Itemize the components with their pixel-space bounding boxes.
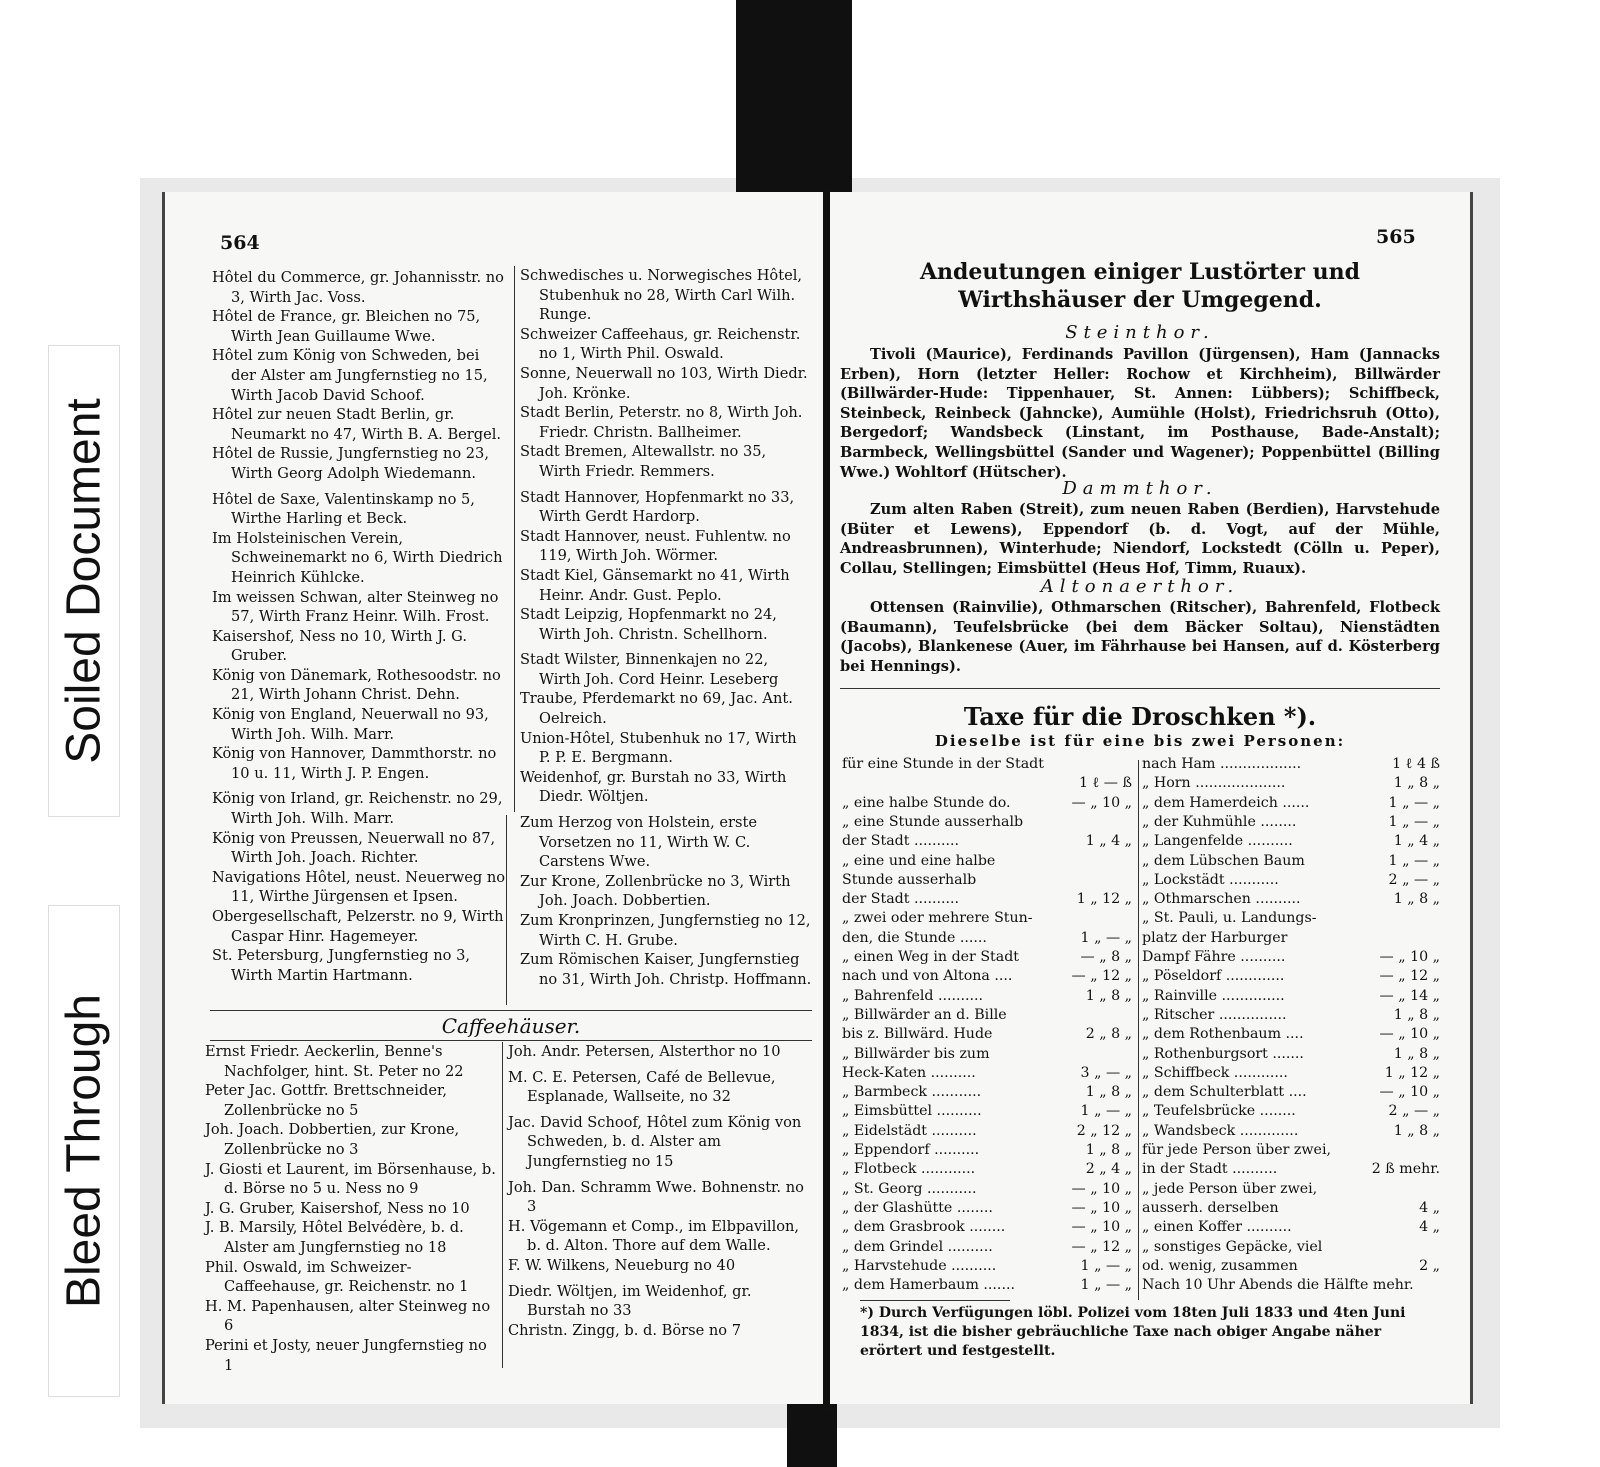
steinthor-text: Tivoli (Maurice), Ferdinands Pavillon (Jürgensen), Ham (Jannacks Erben), Horn (letzter Heller: Rochow et Kirchheim), Billwärder (Billwärder-Hude: Tippenhauer, St. Annen: Lübbers); Schiffbeck, Steinbeck, Reinbeck (Jahncke), Aumühle (Holst), Friedrichsruh (Otto), Bergedorf; Wandsbeck (Linstant, im Posthause, Bade-Anstalt); Barmbeck, Wellingsbüttel (Sander und Wagener); Poppenbüttel (Billing Wwe.) Wohltorf (Hütscher). [840,346,1440,481]
taxe-price: 2 ß mehr. [1371,1161,1440,1178]
taxe-destination: „ Lockstädt ........... [1142,871,1279,888]
taxe-destination: „ Rothenburgsort ....... [1142,1045,1304,1062]
taxe-row [1142,754,1440,774]
list-entry: Weidenhof, gr. Burstah no 33, Wirth Diedr. Wöltjen. [520,768,787,806]
taxe-row [1142,1256,1440,1276]
taxe-price: — „ 10 „ [1071,1199,1132,1216]
taxe-destination: „ Eimsbüttel .......... [842,1103,982,1120]
taxe-price: 4 „ [1419,1219,1440,1236]
taxe-destination: „ eine und eine halbe [842,852,996,869]
list-entry: Stadt Kiel, Gänsemarkt no 41, Wirth Heinr. Andr. Gust. Peplo. [520,566,790,604]
taxe-destination: „ Wandsbeck ............. [1142,1122,1299,1139]
taxe-row [1142,851,1440,871]
altona-heading: Altonaerthor. [1040,576,1240,597]
list-entry: Stadt Hannover, Hopfenmarkt no 33, Wirth Gerdt Hardorp. [520,488,795,526]
taxe-price: — „ 12 „ [1071,968,1132,985]
taxe-row [1142,831,1440,851]
taxe-price: 2 „ 4 „ [1085,1161,1132,1178]
taxe-row [1142,1044,1440,1064]
taxe-price: 2 „ [1419,1257,1440,1274]
taxe-row [842,1082,1132,1102]
list-entry: Navigations Hôtel, neust. Neuerweg no 11, Wirthe Jürgensen et Ipsen. [212,868,506,906]
taxe-price: — „ 10 „ [1071,794,1132,811]
side-label-bleed [48,905,120,1397]
taxe-destination: „ dem Hamerdeich ...... [1142,794,1310,811]
taxe-destination: „ Schiffbeck ............ [1142,1064,1288,1081]
list-entry: Christn. Zingg, b. d. Börse no 7 [508,1321,742,1339]
list-entry: Phil. Oswald, im Schweizer-Caffeehause, gr. Reichenstr. no 1 [205,1258,469,1296]
taxe-row [1142,1121,1440,1141]
taxe-row [842,812,1132,832]
list-entry: J. B. Marsily, Hôtel Belvédère, b. d. Alster am Jungfernstieg no 18 [205,1219,464,1256]
taxe-row [1142,1198,1440,1218]
taxe-price: 1 „ — „ [1388,852,1440,869]
list-entry: J. Giosti et Laurent, im Börsenhause, b. d. Börse no 5 u. Ness no 9 [205,1160,496,1198]
list-entry: St. Petersburg, Jungfernstieg no 3, Wirth Martin Hartmann. [212,947,471,984]
taxe-destination: „ Eppendorf .......... [842,1142,980,1158]
taxe-destination: „ Eidelstädt .......... [842,1122,977,1139]
taxe-price: — „ 10 „ [1379,1026,1440,1043]
taxe-row [842,928,1132,948]
taxe-price: 2 „ 8 „ [1085,1026,1132,1043]
taxe-destination: nach Ham .................. [1142,756,1302,772]
footnote: *) Durch Verfügungen löbl. Polizei vom 18ten Juli 1833 und 4ten Juni 1834, ist die bisher gebräuchliche Taxe nach obiger Angabe näher erörtert und festgestellt. [860,1305,1406,1359]
taxe-destination: „ der Glashütte ........ [842,1199,993,1216]
taxe-price: 1 „ 8 „ [1085,1142,1132,1158]
taxe-destination: ausserh. derselben [1142,1199,1279,1216]
taxe-price: 1 „ 12 „ [1076,891,1132,908]
list-entry: König von Hannover, Dammthorstr. no 10 u. 11, Wirth J. P. Engen. [212,745,497,782]
list-entry: H. M. Papenhausen, alter Steinweg no 6 [205,1297,491,1335]
taxe-destination: nach und von Altona .... [842,968,1013,985]
taxe-row [1142,1140,1440,1160]
taxe-price: — „ 10 „ [1379,1084,1440,1101]
list-entry: Sonne, Neuerwall no 103, Wirth Diedr. Joh. Krönke. [520,364,808,402]
taxe-price: 1 „ 8 „ [1085,987,1132,1004]
taxe-row [1142,812,1440,832]
taxe-row [1142,1024,1440,1044]
taxe-row [842,986,1132,1006]
taxe-price: 1 „ — „ [1080,929,1132,946]
taxe-price: 1 „ 4 „ [1085,833,1132,850]
taxe-row [842,1217,1132,1237]
taxe-price: 1 „ — „ [1388,813,1440,830]
taxe-destination: „ Bahrenfeld .......... [842,987,984,1004]
taxe-price: — „ 10 „ [1071,1180,1132,1197]
taxe-row [842,831,1132,851]
list-entry: Traube, Pferdemarkt no 69, Jac. Ant. Oelreich. [520,690,793,728]
taxe-price: 4 „ [1419,1199,1440,1216]
taxe-destination: platz der Harburger [1142,929,1288,946]
taxe-destination: Nach 10 Uhr Abends die Hälfte mehr. [1142,1277,1414,1294]
list-entry: Diedr. Wöltjen, im Weidenhof, gr. Burstah no 33 [508,1282,752,1320]
list-entry: Hôtel zum König von Schweden, bei der Alster am Jungfernstieg no 15, Wirth Jacob David Schoof. [212,347,488,404]
list-entry: Joh. Dan. Schramm Wwe. Bohnenstr. no 3 [508,1178,804,1216]
list-entry: Hôtel de France, gr. Bleichen no 75, Wirth Jean Guillaume Wwe. [212,308,481,345]
taxe-price: — „ 8 „ [1080,949,1132,965]
list-entry: Hôtel du Commerce, gr. Johannisstr. no 3, Wirth Jac. Voss. [212,269,504,306]
taxe-price: 1 „ 4 „ [1393,833,1440,850]
taxe-price: 1 „ — „ [1080,1103,1132,1120]
taxe-price: 1 „ — „ [1080,1277,1132,1294]
list-entry: Perini et Josty, neuer Jungfernstieg no 1 [205,1336,487,1374]
list-entry: Zum Herzog von Holstein, erste Vorsetzen no 11, Wirth W. C. Carstens Wwe. [520,814,757,871]
taxe-price: 1 ℓ 4 ß [1392,756,1440,772]
taxe-destination: Dampf Fähre .......... [1142,949,1286,965]
taxe-destination: „ Billwärder an d. Bille [842,1006,1007,1023]
taxe-row [842,889,1132,909]
taxe-price: 1 „ — „ [1080,1257,1132,1274]
caffee-list-col1 [205,1042,499,1375]
taxe-row [842,1179,1132,1199]
taxe-row [1142,1179,1440,1199]
taxe-row [842,1005,1132,1025]
list-entry: Zum Römischen Kaiser, Jungfernstieg no 31, Wirth Joh. Christp. Hoffmann. [520,951,812,988]
taxe-price: 1 „ — „ [1388,794,1440,811]
taxe-row [1142,966,1440,986]
list-entry: Stadt Berlin, Peterstr. no 8, Wirth Joh. Friedr. Christn. Ballheimer. [520,404,803,441]
taxe-price: — „ 10 „ [1071,1219,1132,1236]
list-entry: Im Holsteinischen Verein, Schweinemarkt no 6, Wirth Diedrich Heinrich Kühlcke. [212,529,503,586]
taxe-row [842,1159,1132,1179]
list-entry: J. G. Gruber, Kaisershof, Ness no 10 [205,1199,470,1217]
list-entry: König von Preussen, Neuerwall no 87, Wirth Joh. Joach. Richter. [212,829,496,867]
list-entry: M. C. E. Petersen, Café de Bellevue, Esplanade, Wallseite, no 32 [508,1068,776,1106]
taxe-price: 1 „ 8 „ [1393,1006,1440,1023]
list-entry: Hôtel de Saxe, Valentinskamp no 5, Wirthe Harling et Beck. [212,490,475,528]
taxe-price: 2 „ — „ [1388,1103,1440,1120]
dammthor-heading: Dammthor. [1062,478,1218,499]
taxe-row [842,1275,1132,1295]
taxe-row [842,1140,1132,1160]
taxe-price: 1 „ 12 „ [1384,1064,1440,1081]
taxe-price: 1 „ 8 „ [1393,891,1440,908]
taxe-destination: „ Pöseldorf ............. [1142,968,1285,985]
taxe-destination: Heck-Katen .......... [842,1064,976,1081]
list-entry: Ernst Friedr. Aeckerlin, Benne's Nachfolger, hint. St. Peter no 22 [205,1043,464,1080]
taxe-destination: „ Horn .................... [1142,775,1286,792]
taxe-destination: „ der Kuhmühle ........ [1142,813,1297,830]
hotel-list-col2 [520,266,812,989]
taxe-row [1142,870,1440,890]
taxe-destination: bis z. Billwärd. Hude [842,1026,993,1043]
list-entry: Obergesellschaft, Pelzerstr. no 9, Wirth Caspar Hinr. Hagemeyer. [212,908,504,945]
caffee-list-col2 [508,1042,808,1340]
list-entry: Im weissen Schwan, alter Steinweg no 57, Wirth Franz Heinr. Wilh. Frost. [212,588,499,626]
taxe-row [842,870,1132,890]
list-entry: Stadt Hannover, neust. Fuhlentw. no 119, Wirth Joh. Wörmer. [520,527,791,565]
taxe-subtitle: Dieselbe ist für eine bis zwei Personen: [934,732,1346,750]
taxe-row [842,908,1132,928]
taxe-destination: Stunde ausserhalb [842,871,977,888]
taxe-destination: „ jede Person über zwei, [1142,1180,1318,1197]
list-entry: Stadt Bremen, Altewallstr. no 35, Wirth Friedr. Remmers. [520,443,767,480]
taxe-row [1142,773,1440,793]
taxe-destination: „ Teufelsbrücke ........ [1142,1103,1296,1120]
taxe-row [1142,1217,1440,1237]
taxe-destination: „ St. Pauli, u. Landungs- [1142,910,1317,927]
taxe-destination: „ Ritscher ............... [1142,1006,1287,1023]
list-entry: Jac. David Schoof, Hôtel zum König von Schweden, b. d. Alster am Jungfernstieg no 15 [508,1113,802,1170]
taxe-price: 1 „ 8 „ [1085,1084,1132,1101]
list-entry: Stadt Wilster, Binnenkajen no 22, Wirth Joh. Cord Heinr. Leseberg [520,651,779,688]
taxe-destination: der Stadt .......... [842,891,960,908]
left-page-number: 564 [220,232,260,254]
list-entry: König von Dänemark, Rothesoodstr. no 21, Wirth Johann Christ. Dehn. [212,666,501,704]
taxe-destination: „ einen Koffer .......... [1142,1219,1292,1236]
list-entry: Stadt Leipzig, Hopfenmarkt no 24, Wirth Joh. Christn. Schellhorn. [520,606,777,643]
steinthor-heading: Steinthor. [1065,322,1215,343]
hotel-list-col1 [212,268,508,985]
taxe-row [1142,986,1440,1006]
list-entry: Zum Kronprinzen, Jungfernstieg no 12, Wirth C. H. Grube. [520,912,811,949]
taxe-destination: „ einen Weg in der Stadt [842,949,1020,965]
taxe-destination: „ dem Grindel .......... [842,1238,993,1255]
taxe-row [1142,1063,1440,1083]
section-rule [210,1040,812,1041]
list-entry: H. Vögemann et Comp., im Elbpavillon, b. d. Alton. Thore auf dem Walle. [508,1217,800,1255]
taxe-price: 2 „ — „ [1388,871,1440,888]
list-entry: Kaisershof, Ness no 10, Wirth J. G. Gruber. [212,627,467,665]
dammthor-text: Zum alten Raben (Streit), zum neuen Raben (Berdien), Harvstehude (Büter et Lewens), Eppendorf (b. d. Vogt, auf der Mühle, Andreasbrunnen), Winterhude; Niendorf, Lockstedt (Cölln u. Peper), Collau, Stellingen; Eimsbüttel (Heus Hof, Timm, Ruaux). [840,501,1440,577]
list-entry: Union-Hôtel, Stubenhuk no 17, Wirth P. P. E. Bergmann. [520,729,797,767]
taxe-destination: „ sonstiges Gepäcke, viel [1142,1238,1323,1255]
taxe-price: — „ 14 „ [1379,987,1440,1004]
caffee-heading: Caffeehäuser. [441,1014,581,1038]
taxe-price: 3 „ — „ [1080,1064,1132,1081]
taxe-destination: „ eine halbe Stunde do. [842,794,1011,811]
section-rule [210,1010,812,1011]
list-entry: F. W. Wilkens, Neueburg no 40 [508,1256,736,1274]
list-entry: König von England, Neuerwall no 93, Wirth Joh. Wilh. Marr. [212,706,489,743]
taxe-row [842,754,1132,774]
taxe-destination: „ dem Hamerbaum ....... [842,1277,1015,1294]
taxe-row [842,1256,1132,1276]
taxe-row [842,793,1132,813]
taxe-row [1142,1159,1440,1179]
taxe-row [842,947,1132,967]
taxe-row [1142,1005,1440,1025]
taxe-destination: „ Billwärder bis zum [842,1045,990,1062]
taxe-row [842,1101,1132,1121]
taxe-row [842,1198,1132,1218]
taxe-title: Taxe für die Droschken *). [963,702,1317,731]
right-page-title: Andeutungen einiger Lustörter und Wirthshäuser der Umgegend. [919,259,1361,313]
taxe-row [842,773,1132,793]
section-rule [840,688,1440,689]
side-label-soiled-text: Soiled Document [57,398,111,764]
taxe-row [842,851,1132,871]
taxe-price: — „ 12 „ [1071,1238,1132,1255]
list-entry: König von Irland, gr. Reichenstr. no 29, Wirth Joh. Wilh. Marr. [212,790,503,828]
column-divider [1138,760,1139,1300]
taxe-destination: „ Flotbeck ............ [842,1161,976,1178]
taxe-row [842,1044,1132,1064]
right-page-number: 565 [1376,226,1416,248]
taxe-price: 1 ℓ — ß [1078,775,1132,792]
column-divider [502,1042,503,1368]
column-divider [514,266,515,812]
taxe-price: 1 „ 8 „ [1393,775,1440,792]
taxe-row [1142,793,1440,813]
taxe-price: 1 „ 8 „ [1393,1122,1440,1139]
taxe-row [842,1063,1132,1083]
list-entry: Hôtel de Russie, Jungfernstieg no 23, Wirth Georg Adolph Wiedemann. [212,445,489,482]
taxe-destination: „ dem Grasbrook ........ [842,1219,1006,1236]
taxe-destination: für jede Person über zwei, [1142,1142,1331,1158]
column-divider [506,815,507,1005]
taxe-destination: „ Othmarschen .......... [1142,891,1301,908]
taxe-destination: „ Harvstehude .......... [842,1257,997,1274]
taxe-row [1142,1237,1440,1257]
taxe-destination: „ Barmbeck ........... [842,1084,982,1101]
side-label-bleed-text: Bleed Through [57,993,111,1309]
taxe-price: — „ 12 „ [1379,968,1440,985]
taxe-row [1142,908,1440,928]
taxe-row [842,966,1132,986]
taxe-row [842,1121,1132,1141]
list-entry: Peter Jac. Gottfr. Brettschneider, Zollenbrücke no 5 [205,1082,447,1119]
taxe-row [1142,1082,1440,1102]
side-label-soiled [48,345,120,817]
taxe-destination: „ dem Lübschen Baum [1142,852,1305,869]
list-entry: Joh. Joach. Dobbertien, zur Krone, Zollenbrücke no 3 [205,1121,460,1158]
taxe-destination: „ Rainville .............. [1142,987,1285,1004]
taxe-row [1142,889,1440,909]
taxe-row [1142,1101,1440,1121]
list-entry: Schweizer Caffeehaus, gr. Reichenstr. no 1, Wirth Phil. Oswald. [520,325,801,363]
taxe-destination: „ Langenfelde .......... [1142,833,1293,850]
taxe-destination: „ St. Georg ........... [842,1180,977,1197]
taxe-row [1142,1275,1440,1295]
taxe-destination: „ dem Rothenbaum .... [1142,1026,1304,1043]
altona-text: Ottensen (Rainvilie), Othmarschen (Ritscher), Bahrenfeld, Flotbeck (Baumann), Teufelsbrücke (bei dem Bäcker Soltau), Nienstädten (Jacobs), Blankenese (Auer, im Fährhause bei Hansen, auf d. Kösterberg bei Hennings). [840,599,1440,675]
taxe-row [1142,928,1440,948]
taxe-destination: „ zwei oder mehrere Stun- [842,910,1033,927]
list-entry: Hôtel zur neuen Stadt Berlin, gr. Neumarkt no 47, Wirth B. A. Bergel. [212,406,502,443]
taxe-row [842,1237,1132,1257]
taxe-destination: in der Stadt .......... [1142,1161,1278,1178]
taxe-destination: od. wenig, zusammen [1142,1257,1298,1274]
taxe-price: 1 „ 8 „ [1393,1045,1440,1062]
taxe-price: — „ 10 „ [1379,949,1440,965]
list-entry: Zur Krone, Zollenbrücke no 3, Wirth Joh. Joach. Dobbertien. [520,872,791,910]
taxe-destination: den, die Stunde ...... [842,929,987,946]
taxe-destination: für eine Stunde in der Stadt [842,756,1044,772]
taxe-destination: „ eine Stunde ausserhalb [842,813,1024,830]
taxe-destination: der Stadt .......... [842,833,960,850]
taxe-row [1142,947,1440,967]
taxe-destination: „ dem Schulterblatt .... [1142,1084,1307,1101]
list-entry: Schwedisches u. Norwegisches Hôtel, Stubenhuk no 28, Wirth Carl Wilh. Runge. [520,267,803,324]
footnote-rule [860,1300,1010,1301]
taxe-price: 2 „ 12 „ [1076,1122,1132,1139]
list-entry: Joh. Andr. Petersen, Alsterthor no 10 [508,1043,781,1060]
taxe-row [842,1024,1132,1044]
